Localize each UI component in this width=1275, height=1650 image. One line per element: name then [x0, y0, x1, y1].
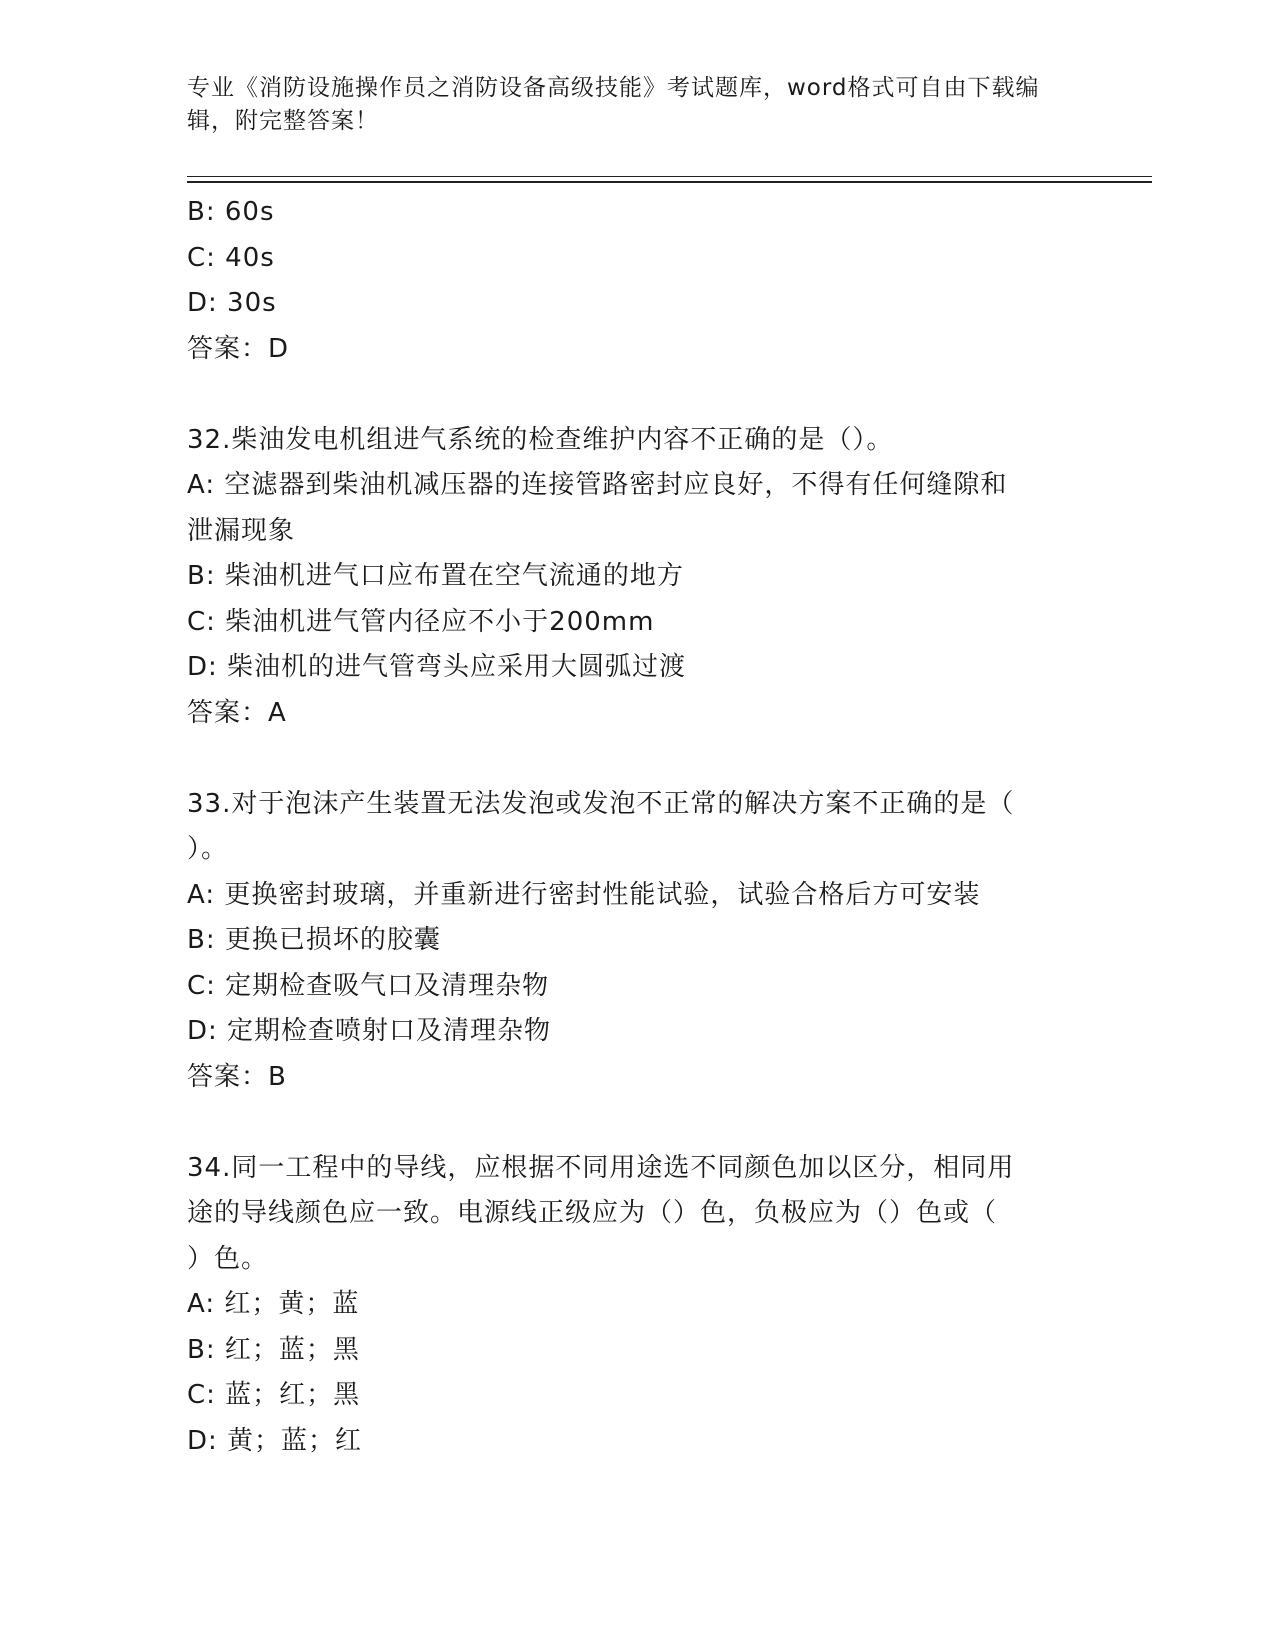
question-block — [187, 190, 1087, 372]
question-line: ）色。 — [187, 1243, 269, 1274]
answer-line: 答案：B — [187, 1061, 287, 1092]
question-line: C: 蓝；红；黑 — [187, 1380, 361, 1410]
question-line: C: 柴油机进气管内径应不小于200mm — [187, 606, 655, 637]
header-rule-thin — [187, 176, 1152, 177]
question-line: B: 红；蓝；黑 — [187, 1334, 360, 1365]
question-line: 33.对于泡沫产生装置无法发泡或发泡不正常的解决方案不正确的是（ — [187, 788, 1015, 819]
question-block — [187, 1146, 1087, 1465]
block-spacer — [187, 1100, 1087, 1146]
document-header: 专业《消防设施操作员之消防设备高级技能》考试题库，word格式可自由下载编辑，附完整答案！ — [187, 75, 1040, 134]
answer-line: 答案：A — [187, 697, 287, 728]
answer-line: 答案：D — [187, 333, 290, 364]
header-rule-thick — [187, 181, 1152, 183]
question-line: 途的导线颜色应一致。电源线正级应为（）色，负极应为（）色或（ — [187, 1198, 998, 1228]
question-content — [187, 190, 1087, 1464]
question-line: A: 空滤器到柴油机减压器的连接管路密封应良好，不得有任何缝隙和 — [187, 470, 1008, 500]
question-line: ）。 — [187, 834, 229, 864]
question-line: B: 柴油机进气口应布置在空气流通的地方 — [187, 561, 684, 591]
question-line: C: 定期检查吸气口及清理杂物 — [187, 970, 550, 1001]
question-line: 34.同一工程中的导线，应根据不同用途选不同颜色加以区分，相同用 — [187, 1152, 1015, 1183]
block-spacer — [187, 736, 1087, 782]
question-line: B: 更换已损坏的胶囊 — [187, 925, 441, 955]
block-spacer — [187, 372, 1087, 418]
question-line: A: 红；黄；蓝 — [187, 1289, 360, 1319]
question-line: 32.柴油发电机组进气系统的检查维护内容不正确的是（）。 — [187, 424, 894, 455]
question-block — [187, 418, 1087, 737]
question-line: D: 黄；蓝；红 — [187, 1425, 363, 1456]
question-line: A: 更换密封玻璃，并重新进行密封性能试验，试验合格后方可安装 — [187, 879, 981, 910]
question-line: C: 40s — [187, 242, 275, 273]
question-line: D: 柴油机的进气管弯头应采用大圆弧过渡 — [187, 652, 687, 682]
question-line: D: 定期检查喷射口及清理杂物 — [187, 1016, 552, 1046]
question-block — [187, 782, 1087, 1101]
question-line: D: 30s — [187, 288, 277, 318]
question-line: 泄漏现象 — [187, 515, 296, 546]
question-line: B: 60s — [187, 197, 275, 227]
